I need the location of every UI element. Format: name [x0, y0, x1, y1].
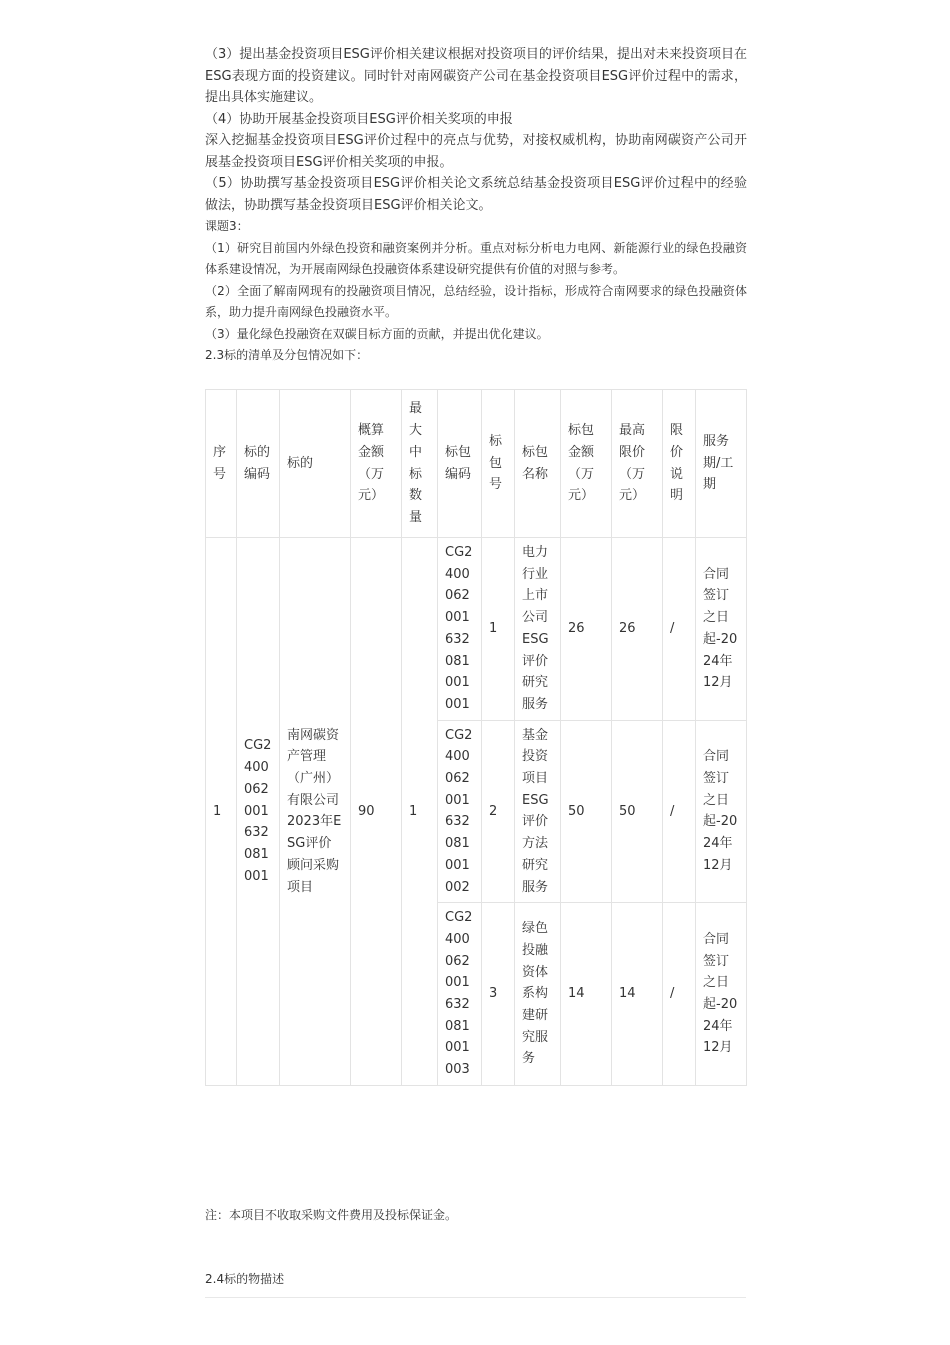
header-package-no: 标包号 [482, 390, 515, 538]
cell-price-cap: 26 [612, 538, 663, 721]
table-header-row [206, 390, 747, 538]
cell-package-name: 基金投资项目ESG评价方法研究服务 [515, 720, 561, 903]
body-text [205, 44, 747, 367]
divider [205, 1297, 746, 1298]
cell-item-name: 南网碳资产管理（广州）有限公司2023年ESG评价顾问采购项目 [280, 538, 351, 1086]
cell-cap-note: / [663, 720, 696, 903]
footnote: 注：本项目不收取采购文件费用及投标保证金。 [205, 1208, 458, 1222]
cell-package-no: 1 [482, 538, 515, 721]
paragraph-award-heading: （4）协助开展基金投资项目ESG评价相关奖项的申报 [205, 111, 513, 127]
table-row [206, 538, 747, 721]
header-seq: 序号 [206, 390, 237, 538]
cell-period: 合同签订之日起-2024年12月 [696, 903, 747, 1086]
cell-package-code: CG2400062001632081001002 [438, 720, 482, 903]
paragraph-award-detail: 深入挖掘基金投资项目ESG评价过程中的亮点与优势，对接权威机构，协助南网碳资产公司开展基金投资项目ESG评价相关奖项的申报。 [205, 133, 747, 170]
cell-period: 合同签订之日起-2024年12月 [696, 538, 747, 721]
header-package-name: 标包名称 [515, 390, 561, 538]
cell-package-no: 3 [482, 903, 515, 1086]
paragraph-topic3-item2: （2）全面了解南网现有的投融资项目情况，总结经验，设计指标，形成符合南网要求的绿色投融资体系，助力提升南网绿色投融资水平。 [205, 283, 747, 319]
paragraph-paper: （5）协助撰写基金投资项目ESG评价相关论文系统总结基金投资项目ESG评价过程中的经验做法，协助撰写基金投资项目ESG评价相关论文。 [205, 176, 747, 213]
cell-package-name: 绿色投融资体系构建研究服务 [515, 903, 561, 1086]
paragraph-list-intro: 2.3标的清单及分包情况如下： [205, 348, 369, 362]
cell-seq: 1 [206, 538, 237, 1086]
cell-price-cap: 50 [612, 720, 663, 903]
paragraph-esg-advice: （3）提出基金投资项目ESG评价相关建议根据对投资项目的评价结果，提出对未来投资项目在ESG表现方面的投资建议。同时针对南网碳资产公司在基金投资项目ESG评价过程中的需求，提出具体实施建议。 [205, 47, 747, 105]
cell-package-no: 2 [482, 720, 515, 903]
paragraph-topic3-item1: （1）研究目前国内外绿色投资和融资案例并分析。重点对标分析电力电网、新能源行业的绿色投融资体系建设情况，为开展南网绿色投融资体系建设研究提供有价值的对照与参考。 [205, 240, 747, 276]
cell-cap-note: / [663, 538, 696, 721]
cell-period: 合同签订之日起-2024年12月 [696, 720, 747, 903]
bid-package-table [205, 389, 747, 1086]
cell-budget: 90 [351, 538, 402, 1086]
header-package-amount: 标包金额（万元） [561, 390, 612, 538]
section-title: 2.4标的物描述 [205, 1272, 285, 1286]
cell-max-winners: 1 [402, 538, 438, 1086]
header-item: 标的 [280, 390, 351, 538]
header-item-code: 标的编码 [237, 390, 280, 538]
cell-package-name: 电力行业上市公司ESG评价研究服务 [515, 538, 561, 721]
cell-package-amount: 50 [561, 720, 612, 903]
paragraph-topic3-item3: （3）量化绿色投融资在双碳目标方面的贡献，并提出优化建议。 [205, 326, 549, 341]
cell-package-code: CG2400062001632081001003 [438, 903, 482, 1086]
header-period: 服务期/工期 [696, 390, 747, 538]
header-package-code: 标包编码 [438, 390, 482, 538]
header-budget: 概算金额（万元） [351, 390, 402, 538]
cell-package-code: CG2400062001632081001001 [438, 538, 482, 721]
paragraph-topic3: 课题3： [205, 219, 249, 233]
header-cap-note: 限价说明 [663, 390, 696, 538]
cell-package-amount: 14 [561, 903, 612, 1086]
cell-cap-note: / [663, 903, 696, 1086]
header-max-winners: 最大中标数量 [402, 390, 438, 538]
cell-item-code: CG2400062001632081001 [237, 538, 280, 1086]
cell-price-cap: 14 [612, 903, 663, 1086]
cell-package-amount: 26 [561, 538, 612, 721]
header-price-cap: 最高限价（万元） [612, 390, 663, 538]
